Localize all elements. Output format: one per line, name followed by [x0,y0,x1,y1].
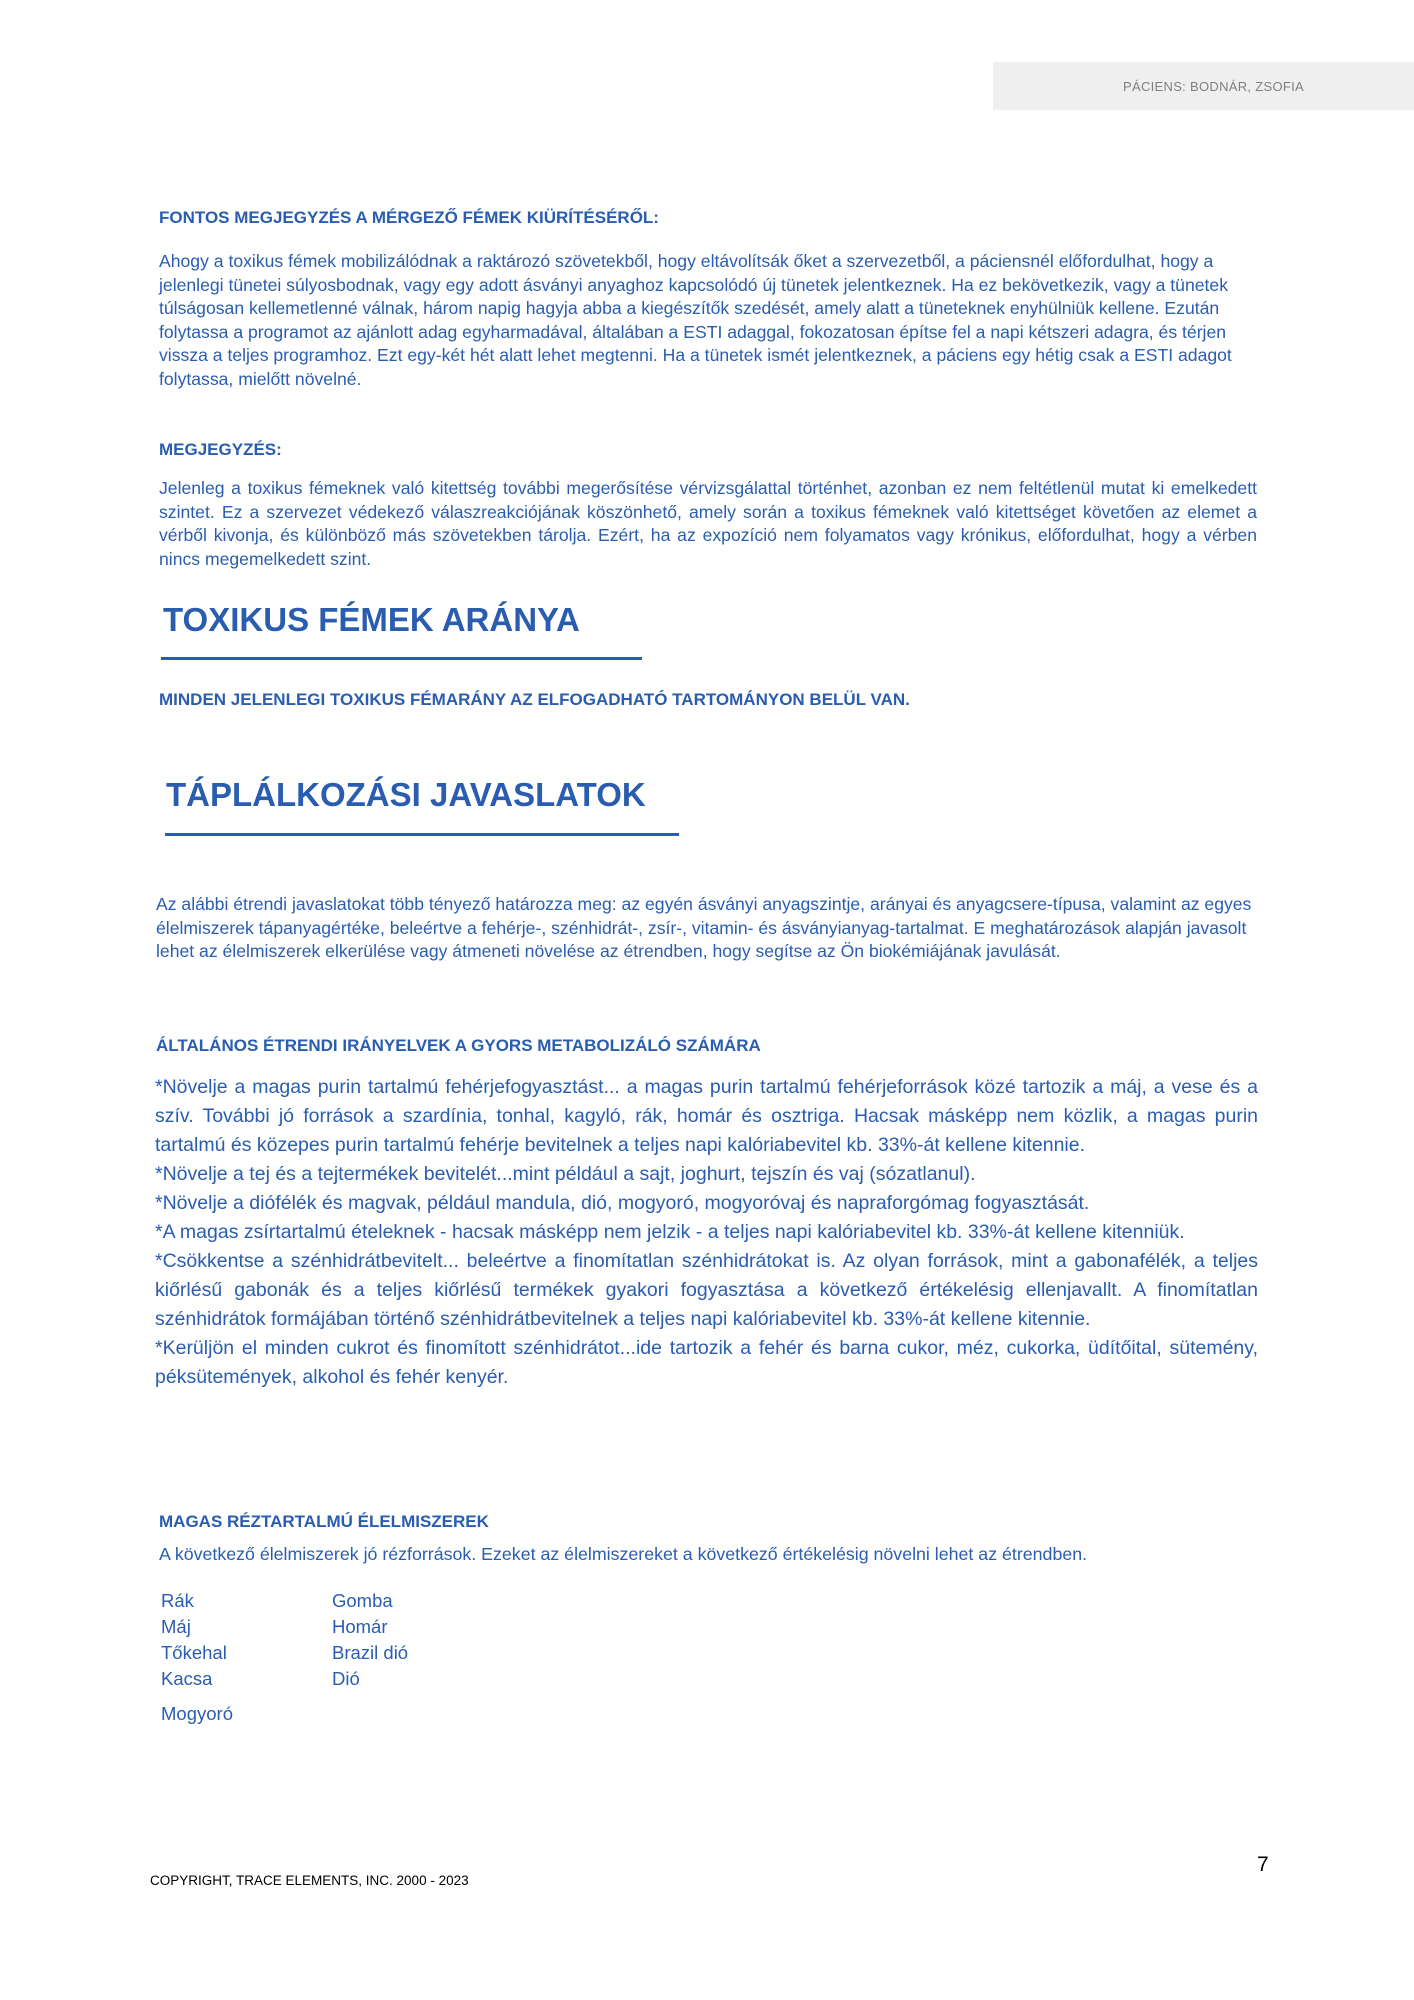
toxic-note-heading: FONTOS MEGJEGYZÉS A MÉRGEZŐ FÉMEK KIÜRÍTÉSÉRŐL: [159,208,659,227]
guideline-item: *A magas zsírtartalmú ételeknek - hacsak másképp nem jelzik - a teljes napi kalóriabevitel kb. 33%-át kellene kitenniük. [155,1221,1185,1243]
guideline-item: *Növelje a tej és a tejtermékek bevitelét...mint például a sajt, joghurt, tejszín és vaj (sózatlanul). [155,1163,976,1185]
copper-food-column-1 [161,1588,227,1692]
food-item: Rák [161,1590,194,1611]
patient-label: PÁCIENS: BODNÁR, ZSOFIA [993,62,1414,110]
food-item: Homár [332,1616,388,1637]
metals-title-rule [161,657,642,660]
nutrition-title: TÁPLÁLKOZÁSI JAVASLATOK [166,776,646,813]
toxic-note-text: Ahogy a toxikus fémek mobilizálódnak a raktározó szövetekből, hogy eltávolítsák őket a szervezetből, a páciensnél előfordulhat, hogy a jelenlegi tünetei súlyosbodnak, vagy egy adott ásványi anyaghoz kapcsolódó új tünetek jelentkeznek. Ha ez bekövetkezik, vagy a tünetek túlságosan kellemetlenné válnak, három napig hagyja abba a kiegészítők szedését, amely alatt a tüneteknek enyhülniük kellene. Ezután folytassa a programot az ajánlott adag egyharmadával, általában a ESTI adaggal, fokozatosan építse fel a napi kétszeri adagra, és térjen vissza a teljes programhoz. Ezt egy-két hét alatt lehet megtenni. Ha a tünetek ismét jelentkeznek, a páciens egy hétig csak a ESTI adagot folytassa, mielőtt növelné. [159,251,1232,389]
page-number: 7 [1257,1853,1269,1876]
copper-food-column-2 [332,1588,408,1692]
metals-title: TOXIKUS FÉMEK ARÁNYA [163,601,580,638]
copyright: COPYRIGHT, TRACE ELEMENTS, INC. 2000 - 2023 [150,1873,469,1888]
guideline-item: *Kerüljön el minden cukrot és finomított szénhidrátot...ide tartozik a fehér és barna cukor, méz, cukorka, üdítőital, sütemény, péksütemények, alkohol és fehér kenyér. [155,1337,1258,1388]
food-item: Mogyoró [161,1703,233,1724]
nutrition-intro: Az alábbi étrendi javaslatokat több tényező határozza meg: az egyén ásványi anyagszintje, arányai és anyagcsere-típusa, valamint az egyes élelmiszerek tápanyagértéke, beleértve a fehérje-, szénhidrát-, zsír-, vitamin- és ásványianyag-tartalmat. E meghatározások alapján javasolt lehet az élelmiszerek elkerülése vagy átmeneti növelése az étrendben, hogy segítse az Ön biokémiájának javulását. [156,894,1252,962]
food-item: Brazil dió [332,1642,409,1663]
food-item: Dió [332,1668,360,1689]
metals-status: MINDEN JELENLEGI TOXIKUS FÉMARÁNY AZ ELFOGADHATÓ TARTOMÁNYON BELÜL VAN. [159,690,910,709]
copper-intro: A következő élelmiszerek jó rézforrások. Ezeket az élelmiszereket a következő értékelésig növelni lehet az étrendben. [159,1544,1088,1564]
food-item: Tőkehal [161,1642,227,1663]
nutrition-title-rule [165,833,679,836]
guidelines-list [155,1073,1258,1392]
guidelines-heading: ÁLTALÁNOS ÉTRENDI IRÁNYELVEK A GYORS METABOLIZÁLÓ SZÁMÁRA [156,1036,761,1055]
guideline-item: *Csökkentse a szénhidrátbevitelt... beleértve a finomítatlan szénhidrátokat is. Az olyan források, mint a gabonafélék, a teljes kiőrlésű gabonák és a teljes kiőrlésű termékek gyakori fogyasztása a következő értékelésig ellenjavallt. A finomítatlan szénhidrátok formájában történő szénhidrátbevitelnek a teljes napi kalóriabevitel kb. 33%-át kellene kitennie. [155,1250,1258,1330]
remark-heading: MEGJEGYZÉS: [159,440,282,459]
food-item: Gomba [332,1590,393,1611]
remark-text: Jelenleg a toxikus fémeknek való kitettség további megerősítése vérvizsgálattal történhet, azonban ez nem feltétlenül mutat ki emelkedett szintet. Ez a szervezet védekező válaszreakciójának köszönhető, amely során a toxikus fémeknek való kitettséget követően az elemet a vérből kivonja, és különböző más szövetekben tárolja. Ezért, ha az expozíció nem folyamatos vagy krónikus, előfordulhat, hogy a vérben nincs megemelkedett szint. [159,478,1257,569]
guideline-item: *Növelje a diófélék és magvak, például mandula, dió, mogyoró, mogyoróvaj és napraforgómag fogyasztását. [155,1192,1090,1214]
copper-heading: MAGAS RÉZTARTALMÚ ÉLELMISZEREK [159,1512,489,1531]
guideline-item: *Növelje a magas purin tartalmú fehérjefogyasztást... a magas purin tartalmú fehérjeforrások közé tartozik a máj, a vese és a szív. További jó források a szardínia, tonhal, kagyló, rák, homár és osztriga. Hacsak másképp nem közlik, a magas purin tartalmú és közepes purin tartalmú fehérje bevitelnek a teljes napi kalóriabevitel kb. 33%-át kellene kitennie. [155,1076,1258,1156]
food-item: Máj [161,1616,191,1637]
food-item: Kacsa [161,1668,213,1689]
